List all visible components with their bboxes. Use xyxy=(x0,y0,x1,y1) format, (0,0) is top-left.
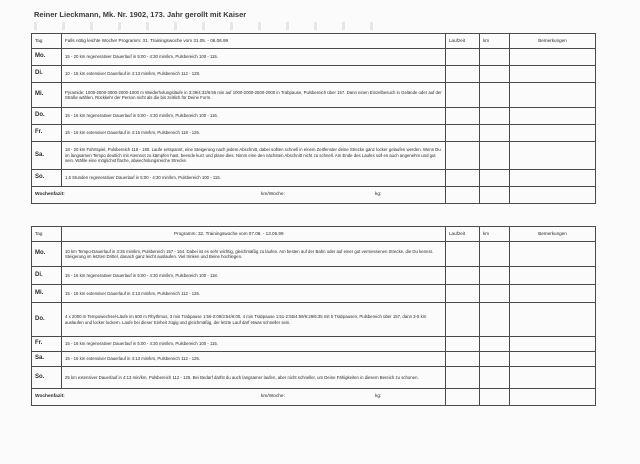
km-cell[interactable] xyxy=(480,49,510,66)
day-cell: Di. xyxy=(32,267,62,285)
summary-bemerkungen-cell[interactable] xyxy=(510,187,596,204)
workout-cell: 15 - 16 km regenerativer Dauerlauf in 5:00 - 4:30 min/km, Pulsbereich 100 - 116. xyxy=(62,108,446,125)
day-cell: Do. xyxy=(32,108,62,125)
day-cell: Fr. xyxy=(32,125,62,142)
summary-km-cell[interactable] xyxy=(480,187,510,204)
laufzeit-column-header: Laufzeit xyxy=(446,227,480,242)
km-cell[interactable] xyxy=(480,242,510,267)
laufzeit-cell[interactable] xyxy=(446,83,480,108)
km-cell[interactable] xyxy=(480,367,510,389)
bemerkungen-column-header: Bemerkungen xyxy=(510,34,596,49)
laufzeit-cell[interactable] xyxy=(446,66,480,83)
km-per-week-label: km/Woche: xyxy=(261,394,285,400)
table-row xyxy=(32,125,596,142)
workout-cell: 15 - 16 km extensiver Dauerlauf in 4:13 min/km, Pulsbereich 112 - 126. xyxy=(62,285,446,303)
laufzeit-cell[interactable] xyxy=(446,108,480,125)
laufzeit-cell[interactable] xyxy=(446,285,480,303)
week-heading: Programm: 32. Trainingswoche vom 07.06. - 13.06.99 xyxy=(62,227,446,242)
km-cell[interactable] xyxy=(480,352,510,367)
day-cell: Fr. xyxy=(32,337,62,352)
table-row xyxy=(32,285,596,303)
table-row xyxy=(32,367,596,389)
day-cell: Mo. xyxy=(32,49,62,66)
table-row xyxy=(32,142,596,170)
workout-cell: 10 km Tempo-Dauerlauf in 3:25 min/km, Pulsbereich 157 - 164. Dabei ist es sehr wichtig, gleichmäßig zu laufen. Am besten auf der Bahn oder auf einer gut vermessenen Strecke, die Du kennst. Steigerung im letzten Drittel, danach ganz leicht auslaufen. Viel trinken und Beine hochlegen. xyxy=(62,242,446,267)
workout-cell: 18 - 20 km Fahrtspiel, Pulsbereich 118 - 180. Laufe entspannt, eine Steigerung nach jedem Abschnitt, dabei sollten schnell in einem Zeitfenster deine Strecke ganz locker gelaufen werden. Wenn Du im langsamen Tempo deutlich mit Atemnot zu kämpfen hast, beende kurz und plane dies. Nimm eine den nächsten Abschnitt nicht zu schnell. Am Ende des Laufes soll es auch angenehm und gut sein. Wähle eine möglichst flache, abwechslungsreiche Strecke. xyxy=(62,142,446,170)
kg-label: kg: xyxy=(375,394,382,400)
summary-row xyxy=(32,389,596,406)
summary-cell xyxy=(32,187,446,204)
laufzeit-cell[interactable] xyxy=(446,49,480,66)
bemerkungen-cell[interactable] xyxy=(510,337,596,352)
summary-bemerkungen-cell[interactable] xyxy=(510,389,596,406)
km-cell[interactable] xyxy=(480,66,510,83)
table-row xyxy=(32,267,596,285)
week-32-table xyxy=(31,226,596,406)
bemerkungen-cell[interactable] xyxy=(510,367,596,389)
km-cell[interactable] xyxy=(480,125,510,142)
laufzeit-cell[interactable] xyxy=(446,242,480,267)
km-column-header: km xyxy=(480,227,510,242)
workout-cell: 15 - 16 km regenerativer Dauerlauf in 5:00 - 4:30 min/km, Pulsbereich 100 - 118. xyxy=(62,267,446,285)
day-cell: Di. xyxy=(32,66,62,83)
header-row xyxy=(32,34,596,49)
week-heading: Falls nötig leichte Woche! Programm: 31. Trainingswoche vom 31.05. - 06.06.99 xyxy=(62,34,446,49)
km-column-header: km xyxy=(480,34,510,49)
table-row xyxy=(32,170,596,187)
kg-label: kg: xyxy=(375,192,382,198)
workout-cell: 1,5 Stunden regenerativer Dauerlauf in 5:00 - 4:30 min/km, Pulsbereich 100 - 115. xyxy=(62,170,446,187)
km-cell[interactable] xyxy=(480,337,510,352)
wochenfazit-label: Wochenfazit: xyxy=(35,192,65,198)
day-cell: Mo. xyxy=(32,242,62,267)
workout-cell: 15 - 16 km extensiver Dauerlauf in 4:13 min/km, Pulsbereich 112 - 126. xyxy=(62,352,446,367)
workout-cell: Pyramide: 1000-2000-3000-2000-1000 m Wiederholungsläufe in 3:39/4:32/6:55 min auf 1000-2000-2500-2000 in Trabpause, Pulsbereich über 157. Dann einen Einzelbesuch in Gelände oder auf der Straße wählen. Rückkehr der Person nicht als die bis zeitlich für Deine Form. xyxy=(62,83,446,108)
km-cell[interactable] xyxy=(480,83,510,108)
workout-cell: 25 km extensiver Dauerlauf in 4:13 min/km, Pulsbereich 112 - 125. Bei Bedarf darfst du auch langsamer laufen, aber nicht schneller, um Deine Fähigkeiten in diesem Bereich zu schonen. xyxy=(62,367,446,389)
km-per-week-label: km/Woche: xyxy=(261,192,285,198)
day-cell: Mi. xyxy=(32,83,62,108)
day-cell: Do. xyxy=(32,303,62,337)
bemerkungen-cell[interactable] xyxy=(510,66,596,83)
km-cell[interactable] xyxy=(480,303,510,337)
table-row xyxy=(32,303,596,337)
table-row xyxy=(32,352,596,367)
km-cell[interactable] xyxy=(480,108,510,125)
summary-row xyxy=(32,187,596,204)
laufzeit-cell[interactable] xyxy=(446,367,480,389)
bemerkungen-cell[interactable] xyxy=(510,267,596,285)
table-row xyxy=(32,66,596,83)
bemerkungen-cell[interactable] xyxy=(510,285,596,303)
day-cell: Sa. xyxy=(32,352,62,367)
bemerkungen-cell[interactable] xyxy=(510,142,596,170)
day-cell: So. xyxy=(32,367,62,389)
bemerkungen-cell[interactable] xyxy=(510,108,596,125)
day-cell: So. xyxy=(32,170,62,187)
document-header: Reiner Lieckmann, Mk. Nr. 1902, 173. Jahr gerollt mit Kaiser xyxy=(34,10,247,19)
km-cell[interactable] xyxy=(480,285,510,303)
laufzeit-cell[interactable] xyxy=(446,337,480,352)
laufzeit-cell[interactable] xyxy=(446,125,480,142)
summary-km-cell[interactable] xyxy=(480,389,510,406)
workout-cell: 15 - 16 km regenerativer Dauerlauf in 5:00 - 4:30 min/km, Pulsbereich 100 - 115. xyxy=(62,337,446,352)
workout-cell: 10 - 15 km extensiver Dauerlauf in 4:13 min/km, Pulsbereich 112 - 128. xyxy=(62,66,446,83)
day-column-header: Tag xyxy=(32,227,62,242)
laufzeit-cell[interactable] xyxy=(446,267,480,285)
wochenfazit-label: Wochenfazit: xyxy=(35,394,65,400)
bemerkungen-cell[interactable] xyxy=(510,49,596,66)
bemerkungen-cell[interactable] xyxy=(510,125,596,142)
header-row xyxy=(32,227,596,242)
table-row xyxy=(32,49,596,66)
km-cell[interactable] xyxy=(480,142,510,170)
bemerkungen-cell[interactable] xyxy=(510,83,596,108)
table-row xyxy=(32,337,596,352)
bemerkungen-cell[interactable] xyxy=(510,352,596,367)
km-cell[interactable] xyxy=(480,267,510,285)
week-31-table xyxy=(31,33,596,204)
workout-cell: 4 x 2000 m Tempowechsel-Läufe im 600 m Rhythmus, 3 min Trabpause 1:56-2:09/3:54/6:00, 4 min Trabpause 1:51-2:55/4:59/6:29/6:35 mit 5 Trabpausen, Pulsbereich über 157, dann 3-5 km auslaufen und locker lockern. Laufe bei dieser Einheit zügig und gleichmäßig, der letzte Lauf darf etwas schneller sein. xyxy=(62,303,446,337)
workout-cell: 15 - 20 km regenerativer Dauerlauf in 5:00 - 4:30 min/km, Pulsbereich 100 - 115. xyxy=(62,49,446,66)
laufzeit-cell[interactable] xyxy=(446,303,480,337)
laufzeit-column-header: Laufzeit xyxy=(446,34,480,49)
laufzeit-cell[interactable] xyxy=(446,142,480,170)
day-column-header: Tag xyxy=(32,34,62,49)
bemerkungen-column-header: Bemerkungen xyxy=(510,227,596,242)
summary-cell xyxy=(32,389,446,406)
laufzeit-cell[interactable] xyxy=(446,352,480,367)
scan-noise xyxy=(34,22,394,30)
day-cell: Mi. xyxy=(32,285,62,303)
summary-laufzeit-cell[interactable] xyxy=(446,389,480,406)
table-row xyxy=(32,83,596,108)
bemerkungen-cell[interactable] xyxy=(510,170,596,187)
laufzeit-cell[interactable] xyxy=(446,170,480,187)
table-row xyxy=(32,242,596,267)
day-cell: Sa. xyxy=(32,142,62,170)
bemerkungen-cell[interactable] xyxy=(510,242,596,267)
workout-cell: 15 - 16 km extensiver Dauerlauf in 4:15 min/km, Pulsbereich 118 - 126. xyxy=(62,125,446,142)
bemerkungen-cell[interactable] xyxy=(510,303,596,337)
summary-laufzeit-cell[interactable] xyxy=(446,187,480,204)
table-row xyxy=(32,108,596,125)
km-cell[interactable] xyxy=(480,170,510,187)
